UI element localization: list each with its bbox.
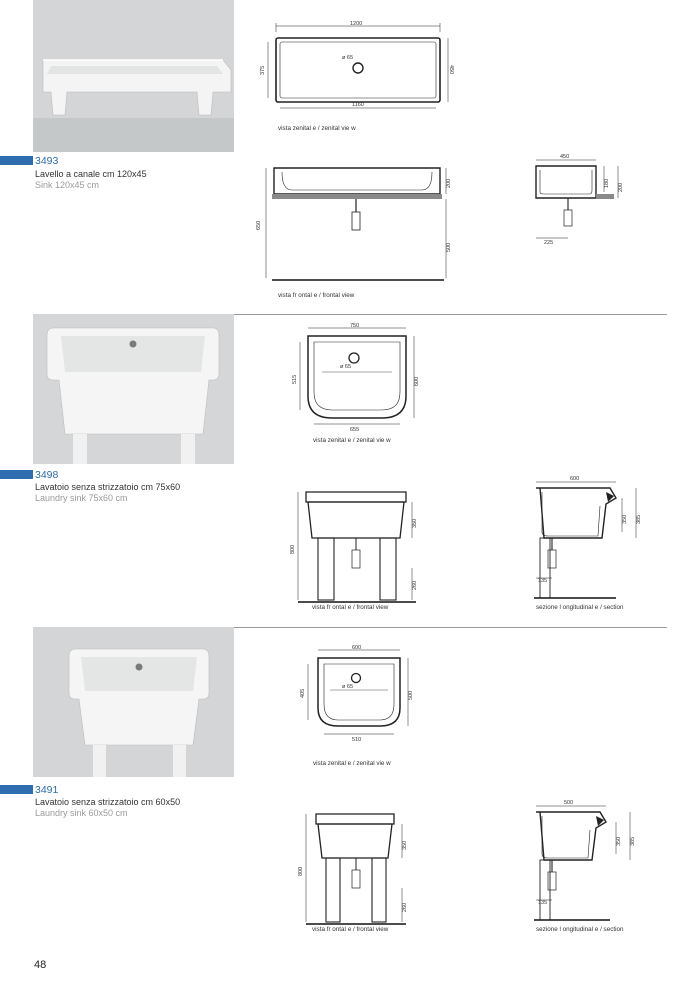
caption-top-view: vista zenital e / zenital vie w: [313, 437, 391, 444]
product-code: 3491: [35, 784, 59, 796]
caption-top-view: vista zenital e / zenital vie w: [278, 125, 356, 132]
front-view-drawing-3491: [294, 810, 419, 926]
section-drawing-3491: [530, 798, 650, 926]
dim-inner-width: 1160: [352, 102, 364, 108]
section-divider: [234, 314, 667, 315]
product-photo-3493: [33, 0, 234, 152]
dim-section-h2: 385: [636, 514, 642, 524]
top-view-drawing-3493: [262, 20, 462, 112]
dim-drain: ø 65: [340, 364, 352, 370]
dim-section-width: 600: [570, 476, 580, 482]
dim-side-width: 450: [560, 154, 570, 160]
dim-depth: 450: [448, 65, 454, 75]
product-code: 3493: [35, 155, 59, 167]
caption-top-view: vista zenital e / zenital vie w: [313, 760, 391, 767]
dim-top-width: 600: [352, 645, 362, 651]
product-name-en: Laundry sink 60x50 cm: [35, 808, 128, 818]
dim-inner-width: 655: [350, 427, 360, 433]
product-photo-3498: [33, 314, 234, 464]
dim-section-h1: 350: [616, 836, 622, 846]
product-name-en: Sink 120x45 cm: [35, 180, 100, 190]
caption-section: sezione l ongitudinal e / section: [536, 926, 624, 933]
dim-side-drain: 225: [544, 240, 554, 246]
caption-section: sezione l ongitudinal e / section: [536, 604, 624, 611]
dim-front-height: 800: [290, 544, 296, 554]
dim-section-width: 500: [564, 800, 574, 806]
product-name-it: Lavello a canale cm 120x45: [35, 169, 147, 179]
top-view-drawing-3491: [298, 644, 423, 744]
dim-front-rim: 200: [446, 178, 452, 188]
caption-front-view: vista fr ontal e / frontal view: [312, 926, 389, 933]
dim-depth: 500: [408, 690, 414, 700]
page-number: 48: [34, 959, 47, 971]
product-name-en: Laundry sink 75x60 cm: [35, 493, 128, 503]
front-view-drawing-3498: [288, 488, 428, 604]
product-code: 3498: [35, 469, 59, 481]
dim-front-basin: 350: [412, 518, 418, 528]
dim-drain: ø 65: [342, 55, 354, 61]
product-marker-3498: [0, 470, 33, 479]
dim-top-width: 750: [350, 323, 360, 329]
dim-depth-inner: 515: [292, 374, 298, 384]
dim-side-h1: 180: [604, 178, 610, 188]
dim-depth: 600: [414, 376, 420, 386]
dim-section-h2: 385: [630, 836, 636, 846]
dim-front-floor: 500: [446, 242, 452, 252]
side-view-drawing-3493: [528, 150, 628, 250]
dim-drain: ø 65: [342, 684, 354, 690]
dim-front-leg: 260: [402, 902, 408, 912]
dim-top-width: 1200: [350, 21, 363, 27]
dim-inner-width: 510: [352, 737, 362, 743]
dim-section-drain: 135: [538, 900, 548, 906]
top-view-drawing-3498: [292, 322, 432, 432]
front-view-drawing-3493: [256, 160, 462, 285]
dim-depth-inner: 375: [260, 65, 266, 75]
product-marker-3491: [0, 785, 33, 794]
product-name-it: Lavatoio senza strizzatoio cm 75x60: [35, 482, 181, 492]
laundry-sink-image: [33, 314, 234, 464]
dim-front-basin: 350: [402, 840, 408, 850]
caption-front-view: vista fr ontal e / frontal view: [278, 292, 355, 299]
dim-depth-inner: 405: [300, 688, 306, 698]
section-divider: [234, 627, 667, 628]
channel-sink-image: [33, 0, 234, 152]
product-name-it: Lavatoio senza strizzatoio cm 60x50: [35, 797, 181, 807]
dim-front-height: 800: [298, 866, 304, 876]
caption-front-view: vista fr ontal e / frontal view: [312, 604, 389, 611]
laundry-sink-image: [33, 627, 234, 777]
dim-section-drain: 135: [538, 578, 548, 584]
section-drawing-3498: [530, 474, 650, 604]
dim-front-height: 650: [256, 220, 262, 230]
dim-section-h1: 350: [622, 514, 628, 524]
dim-front-leg: 260: [412, 580, 418, 590]
product-marker-3493: [0, 156, 33, 165]
dim-side-h2: 200: [618, 182, 624, 192]
product-photo-3491: [33, 627, 234, 777]
